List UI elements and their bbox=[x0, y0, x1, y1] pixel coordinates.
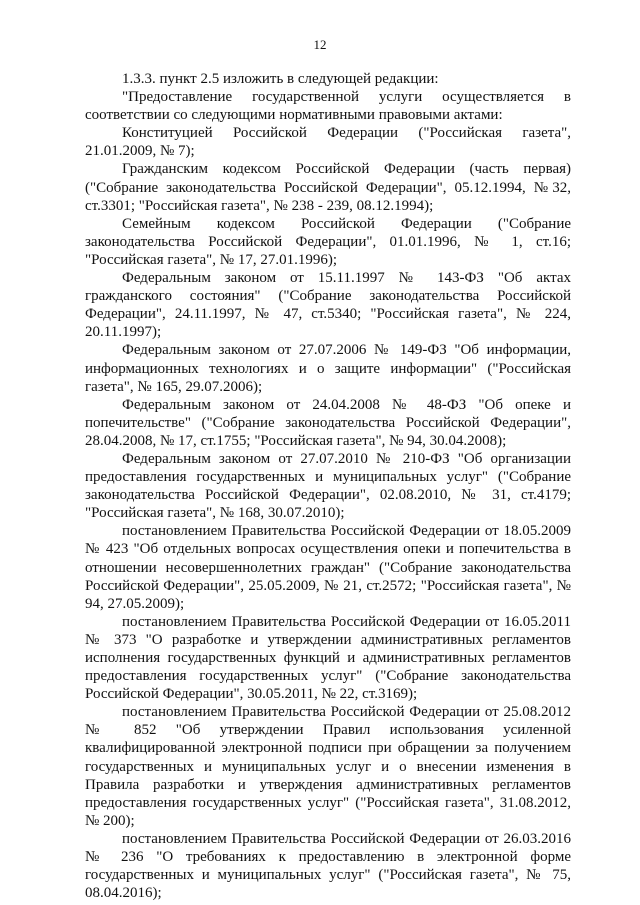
paragraph-intro: "Предоставление государственной услуги осуществляется в соответствии со следующими нормативными правовыми актами: bbox=[85, 89, 571, 124]
paragraph-law-210: Федеральным законом от 27.07.2010 № 210-ФЗ "Об организации предоставления государственных и муниципальных услуг" ("Собрание законодательства Российской Федерации", 02.08.2010, № 31, ст.4179; "Российская газета", № 168, 30.07.2010); bbox=[85, 450, 571, 522]
paragraph-law-143: Федеральным законом от 15.11.1997 № 143-ФЗ "Об актах гражданского состояния" ("Собрание законодательства Российской Федерации", 24.11.1997, № 47, ст.5340; "Российская газета", № 224, 20.11.1997); bbox=[85, 270, 571, 341]
paragraph-law-48: Федеральным законом от 24.04.2008 № 48-ФЗ "Об опеке и попечительстве" ("Собрание законодательства Российской Федерации", 28.04.2008, № 17, ст.1755; "Российская газета", № 94, 30.04.2008); bbox=[85, 396, 571, 449]
paragraph-decree-423: постановлением Правительства Российской Федерации от 18.05.2009 № 423 "Об отдельных вопросах осуществления опеки и попечительства в отношении несовершеннолетних граждан" ("Собрание законодательства Российской Федерации", 25.05.2009, № 21, ст.2572; "Российская газета", № 94, 27.05.2009); bbox=[85, 523, 571, 612]
paragraph-family-code: Семейным кодексом Российской Федерации ("Собрание законодательства Российской Федерации", 01.01.1996, № 1, ст.16; "Российская газета", № 17, 27.01.1996); bbox=[85, 215, 571, 268]
paragraph-decree-236: постановлением Правительства Российской Федерации от 26.03.2016 № 236 "О требованиях к предоставлению в электронной форме государственных и муниципальных услуг" ("Российская газета", № 75, 08.04.2016); bbox=[85, 830, 571, 902]
document-body bbox=[85, 70, 571, 902]
paragraph-constitution: Конституцией Российской Федерации ("Российская газета", 21.01.2009, № 7); bbox=[85, 125, 571, 160]
paragraph-decree-373: постановлением Правительства Российской Федерации от 16.05.2011 № 373 "О разработке и утверждении административных регламентов исполнения государственных функций и административных регламентов предоставления государственных услуг" ("Собрание законодательства Российской Федерации", 30.05.2011, № 22, ст.3169); bbox=[85, 613, 571, 703]
paragraph-law-149: Федеральным законом от 27.07.2006 № 149-ФЗ "Об информации, информационных технологиях и о защите информации" ("Российская газета", № 165, 29.07.2006); bbox=[85, 342, 571, 395]
paragraph-item-1-3-3: 1.3.3. пункт 2.5 изложить в следующей редакции: bbox=[122, 71, 439, 87]
paragraph-civil-code: Гражданским кодексом Российской Федерации (часть первая) ("Собрание законодательства Российской Федерации", 05.12.1994, №32, ст.3301; "Российская газета", № 238 - 239, 08.12.1994); bbox=[85, 161, 571, 214]
page-number: 12 bbox=[313, 37, 327, 52]
paragraph-decree-852: постановлением Правительства Российской Федерации от 25.08.2012 № 852 "Об утверждении Правил использования усиленной квалифицированной электронной подписи при обращении за получением государственных и муниципальных услуг и о внесении изменения в Правила разработки и утверждения административных регламентов предоставления государственных услуг" ("Российская газета", 31.08.2012, № 200); bbox=[85, 704, 571, 829]
